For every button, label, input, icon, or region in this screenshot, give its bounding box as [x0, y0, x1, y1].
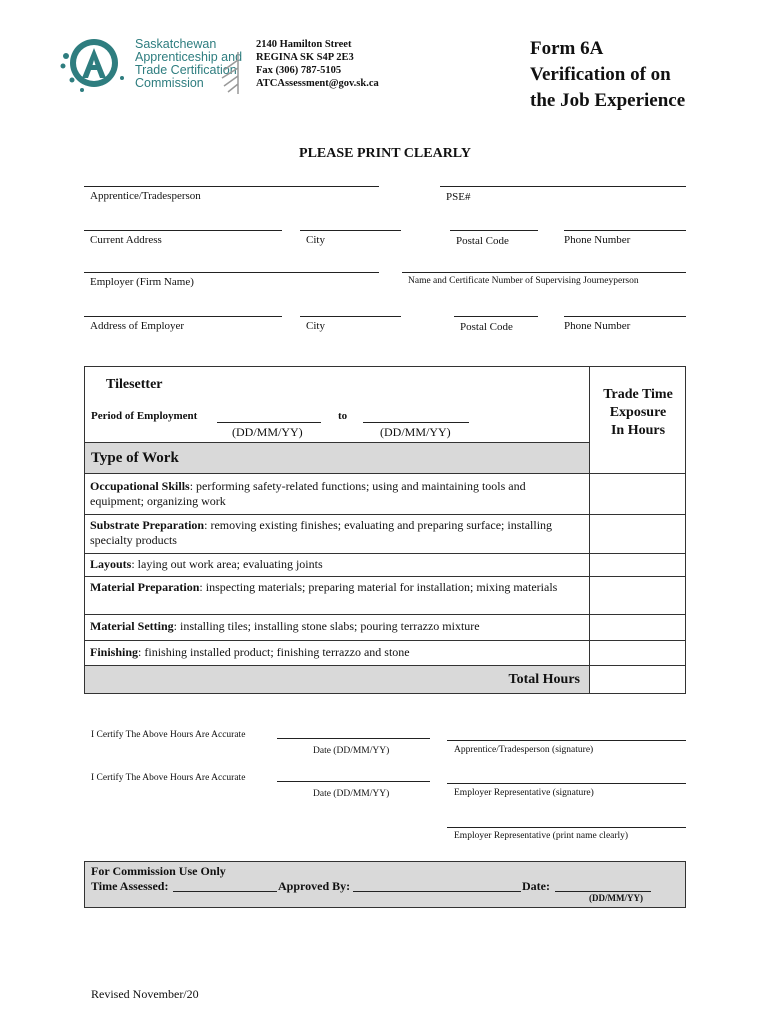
hours-cell-occupational[interactable]	[590, 474, 686, 514]
certify-statement-1: I Certify The Above Hours Are Accurate	[91, 730, 246, 740]
journeyperson-label: Name and Certificate Number of Supervising Journeyperson	[408, 276, 639, 286]
hours-cell-total[interactable]	[590, 666, 686, 693]
phone-input-1[interactable]	[564, 230, 686, 231]
employer-signature-label: Employer Representative (signature)	[454, 788, 594, 798]
total-hours-label: Total Hours	[508, 672, 580, 687]
employer-address-input[interactable]	[84, 316, 282, 317]
table-rule	[84, 442, 589, 443]
to-label: to	[338, 410, 348, 422]
wheat-icon	[218, 50, 242, 96]
hours-cell-finishing[interactable]	[590, 641, 686, 665]
apprentice-input[interactable]	[84, 186, 379, 187]
pse-label: PSE#	[446, 191, 471, 203]
hours-cell-material-setting[interactable]	[590, 615, 686, 640]
commission-date-input[interactable]	[555, 891, 651, 892]
row-occupational-skills: Occupational Skills: performing safety-related functions; using and maintaining tools and equipment; organizing work	[90, 479, 526, 508]
trade-name: Tilesetter	[106, 377, 163, 392]
phone-input-2[interactable]	[564, 316, 686, 317]
period-start-input[interactable]	[217, 422, 321, 423]
print-clearly-heading: PLEASE PRINT CLEARLY	[299, 146, 471, 161]
row-layouts: Layouts: laying out work area; evaluating joints	[90, 557, 323, 571]
time-assessed-label: Time Assessed:	[91, 879, 169, 893]
employer-print-name-label: Employer Representative (print name clearly)	[454, 831, 629, 841]
phone-label-2: Phone Number	[564, 320, 631, 332]
commission-date-label: Date:	[522, 879, 550, 893]
row-material-preparation: Material Preparation: inspecting materials; preparing material for installation; mixing materials	[90, 580, 558, 594]
city-input-1[interactable]	[300, 230, 401, 231]
certify-statement-2: I Certify The Above Hours Are Accurate	[91, 773, 246, 783]
commission-heading: For Commission Use Only	[91, 864, 226, 878]
revision-note: Revised November/20	[91, 987, 199, 1001]
employer-label: Employer (Firm Name)	[90, 276, 194, 288]
period-end-input[interactable]	[363, 422, 469, 423]
mailing-address: 2140 Hamilton Street REGINA SK S4P 2E3 Fax (306) 787-5105 ATCAssessment@gov.sk.ca	[256, 39, 379, 89]
employer-input[interactable]	[84, 272, 379, 273]
form-title: Form 6A Verification of on the Job Experience	[530, 38, 686, 111]
date-label-2: Date (DD/MM/YY)	[313, 789, 390, 799]
postal-input-2[interactable]	[454, 316, 538, 317]
row-material-setting: Material Setting: installing tiles; installing stone slabs; pouring terrazzo mixture	[90, 619, 480, 633]
approved-by-input[interactable]	[353, 891, 521, 892]
approved-by-label: Approved By:	[278, 879, 351, 893]
logo-a-icon	[58, 36, 138, 96]
start-date-format: (DD/MM/YY)	[232, 425, 303, 439]
time-assessed-input[interactable]	[173, 891, 277, 892]
row-substrate-preparation: Substrate Preparation: removing existing finishes; evaluating and preparing surface; installing specialty products	[90, 518, 553, 547]
phone-label-1: Phone Number	[564, 234, 631, 246]
org-name: Saskatchewan Apprenticeship and Trade Certification Commission	[135, 37, 243, 90]
end-date-format: (DD/MM/YY)	[380, 425, 451, 439]
date-input-1[interactable]	[277, 738, 430, 739]
postal-label-1: Postal Code	[456, 235, 509, 247]
type-of-work-heading: Type of Work	[91, 450, 179, 466]
commission-date-format: (DD/MM/YY)	[589, 893, 643, 903]
date-input-2[interactable]	[277, 781, 430, 782]
row-finishing: Finishing: finishing installed product; finishing terrazzo and stone	[90, 645, 410, 659]
city-label-2: City	[306, 320, 325, 332]
date-label-1: Date (DD/MM/YY)	[313, 746, 390, 756]
current-address-label: Current Address	[90, 234, 162, 246]
employer-signature-input[interactable]	[447, 783, 686, 784]
exposure-header: Trade Time Exposure In Hours	[603, 387, 673, 438]
postal-label-2: Postal Code	[460, 321, 513, 333]
apprentice-signature-input[interactable]	[447, 740, 686, 741]
employer-address-label: Address of Employer	[90, 320, 185, 332]
hours-cell-layouts[interactable]	[590, 554, 686, 576]
postal-input-1[interactable]	[450, 230, 538, 231]
hours-cell-material-prep[interactable]	[590, 577, 686, 614]
pse-input[interactable]	[440, 186, 686, 187]
apprentice-label: Apprentice/Tradesperson	[90, 190, 201, 202]
period-label: Period of Employment	[91, 410, 198, 422]
city-input-2[interactable]	[300, 316, 401, 317]
employer-print-name-input[interactable]	[447, 827, 686, 828]
apprentice-signature-label: Apprentice/Tradesperson (signature)	[454, 745, 594, 755]
current-address-input[interactable]	[84, 230, 282, 231]
city-label-1: City	[306, 234, 325, 246]
journeyperson-input[interactable]	[402, 272, 686, 273]
hours-cell-substrate[interactable]	[590, 515, 686, 553]
